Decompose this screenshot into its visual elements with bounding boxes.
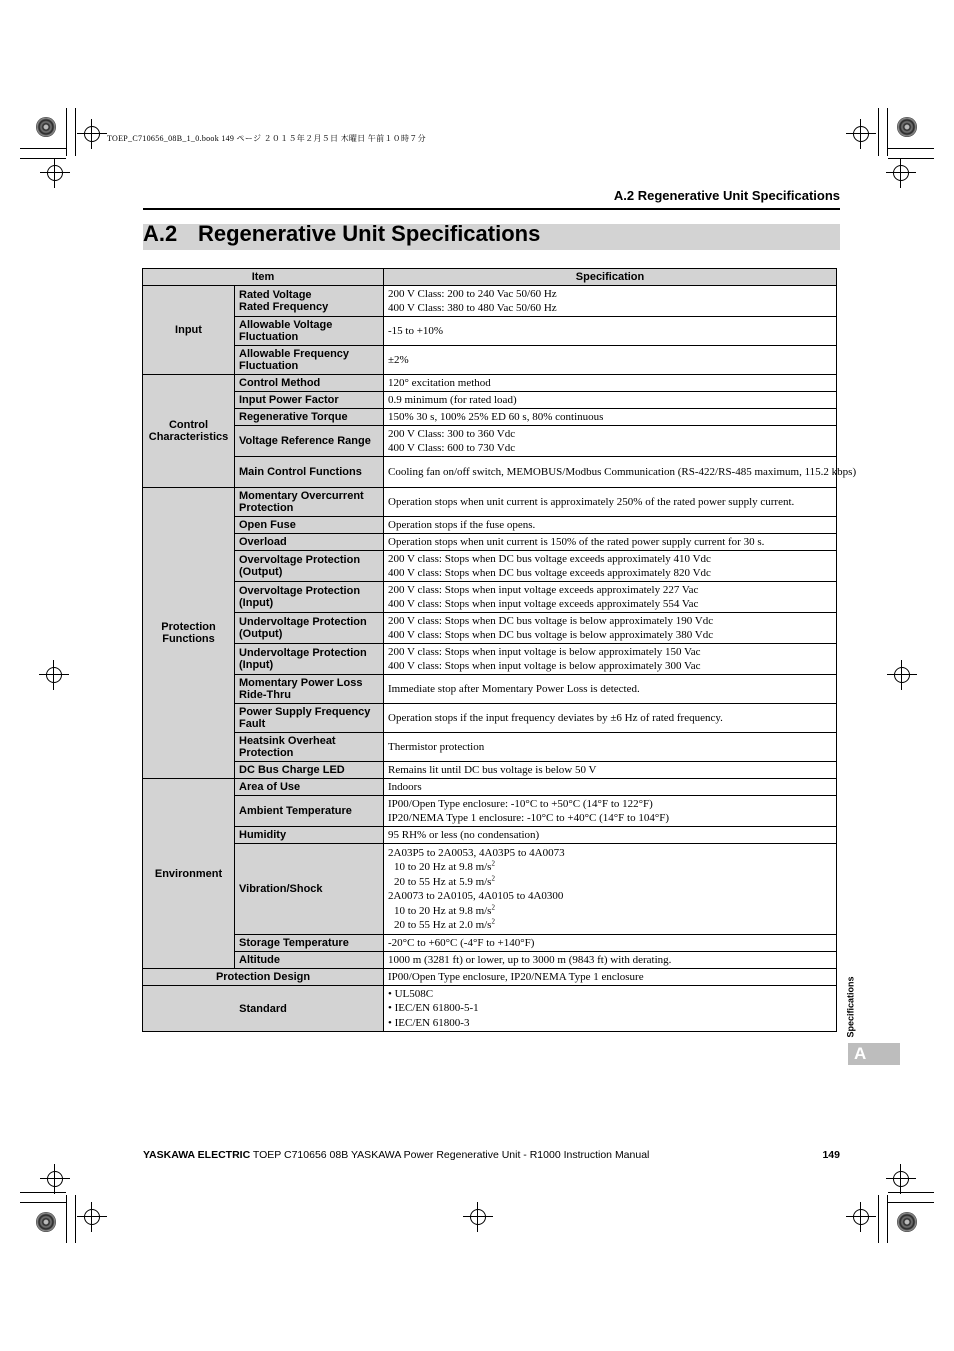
item-cell: Voltage Reference Range bbox=[235, 426, 384, 457]
table-row bbox=[143, 392, 837, 409]
item-cell: Humidity bbox=[235, 827, 384, 844]
item-cell: Storage Temperature bbox=[235, 935, 384, 952]
item-cell: Undervoltage Protection (Input) bbox=[235, 644, 384, 675]
value-line: • UL508C bbox=[388, 987, 434, 1000]
table-row bbox=[143, 733, 837, 762]
item-cell: Rated Voltage Rated Frequency bbox=[235, 286, 384, 317]
crop-mark bbox=[878, 1195, 879, 1243]
table-row bbox=[143, 457, 837, 488]
table-row bbox=[143, 796, 837, 827]
value-line: 400 V class: Stops when input voltage exceeds approximately 554 Vac bbox=[388, 598, 699, 610]
category-cell: Control Characteristics bbox=[143, 375, 235, 488]
value-line: Immediate stop after Momentary Power Loss is detected. bbox=[388, 682, 640, 695]
registration-crosshair bbox=[46, 667, 62, 683]
value-line: 200 V class: Stops when input voltage is below approximately 150 Vac bbox=[388, 645, 701, 658]
item-cell: Open Fuse bbox=[235, 517, 384, 534]
value-line: Operation stops when unit current is approximately 250% of the rated power supply current. bbox=[388, 495, 795, 508]
item-cell: Momentary Overcurrent Protection bbox=[235, 488, 384, 517]
table-row bbox=[143, 426, 837, 457]
category-cell: Protection Functions bbox=[143, 488, 235, 779]
value-line: 150% 30 s, 100% 25% ED 60 s, 80% continuous bbox=[388, 410, 604, 423]
crop-mark bbox=[888, 1202, 934, 1203]
crop-mark bbox=[66, 1195, 67, 1243]
crop-mark bbox=[75, 108, 76, 156]
category-cell: Standard bbox=[143, 986, 384, 1032]
superscript: 2 bbox=[491, 873, 495, 882]
table-row bbox=[143, 644, 837, 675]
table-row bbox=[143, 286, 837, 317]
item-cell: Undervoltage Protection (Output) bbox=[235, 613, 384, 644]
registration-crosshair bbox=[47, 1171, 63, 1187]
value-line: ±2% bbox=[388, 353, 409, 366]
table-row bbox=[143, 551, 837, 582]
value-line: 20 to 55 Hz at 5.9 m/s bbox=[394, 875, 492, 888]
table-row bbox=[143, 675, 837, 704]
superscript: 2 bbox=[491, 902, 495, 911]
value-cell bbox=[384, 551, 837, 582]
value-cell bbox=[384, 346, 837, 375]
header-item: Item bbox=[143, 269, 384, 286]
section-number: A.2 bbox=[143, 221, 178, 246]
category-cell: Input bbox=[143, 286, 235, 375]
item-cell: Momentary Power Loss Ride-Thru bbox=[235, 675, 384, 704]
footer-text: TOEP C710656 08B YASKAWA Power Regenerative Unit - R1000 Instruction Manual bbox=[250, 1149, 650, 1161]
table-row bbox=[143, 762, 837, 779]
table-row bbox=[143, 986, 837, 1032]
table-row bbox=[143, 346, 837, 375]
registration-crosshair bbox=[894, 667, 910, 683]
value-cell bbox=[384, 644, 837, 675]
registration-crosshair bbox=[853, 126, 869, 142]
value-cell bbox=[384, 675, 837, 704]
table-row bbox=[143, 488, 837, 517]
item-cell: DC Bus Charge LED bbox=[235, 762, 384, 779]
item-cell: Ambient Temperature bbox=[235, 796, 384, 827]
value-line: 400 V class: Stops when input voltage is below approximately 300 Vac bbox=[388, 660, 701, 672]
value-line: Indoors bbox=[388, 780, 422, 793]
value-cell bbox=[384, 935, 837, 952]
header-rule bbox=[143, 208, 840, 210]
value-cell bbox=[384, 986, 837, 1032]
superscript: 2 bbox=[491, 917, 495, 926]
value-line: 400 V Class: 380 to 480 Vac 50/60 Hz bbox=[388, 302, 557, 314]
value-line: • IEC/EN 61800-5-1 bbox=[388, 1002, 479, 1015]
value-line: 95 RH% or less (no condensation) bbox=[388, 828, 540, 841]
crop-mark bbox=[66, 108, 67, 156]
value-line: Cooling fan on/off switch, MEMOBUS/Modbus Communication (RS-422/RS-485 maximum, 115.2 kbps) bbox=[388, 465, 857, 478]
registration-crosshair bbox=[893, 165, 909, 181]
appendix-letter: A bbox=[854, 1044, 867, 1063]
table-row bbox=[143, 704, 837, 733]
value-cell bbox=[384, 762, 837, 779]
registration-crosshair bbox=[84, 1209, 100, 1225]
value-cell bbox=[384, 969, 837, 986]
item-cell: Overvoltage Protection (Input) bbox=[235, 582, 384, 613]
value-cell bbox=[384, 426, 837, 457]
value-cell bbox=[384, 779, 837, 796]
category-cell: Environment bbox=[143, 779, 235, 969]
value-line: Remains lit until DC bus voltage is below 50 V bbox=[388, 763, 597, 776]
crop-mark bbox=[75, 1195, 76, 1243]
registration-crosshair bbox=[470, 1209, 486, 1225]
item-cell: Altitude bbox=[235, 952, 384, 969]
value-cell bbox=[384, 375, 837, 392]
value-cell bbox=[384, 796, 837, 827]
registration-disc-bottom-right bbox=[897, 1212, 917, 1232]
value-cell bbox=[384, 582, 837, 613]
item-cell: Main Control Functions bbox=[235, 457, 384, 488]
item-cell: Input Power Factor bbox=[235, 392, 384, 409]
item-cell: Heatsink Overheat Protection bbox=[235, 733, 384, 762]
table-row bbox=[143, 952, 837, 969]
value-cell bbox=[384, 613, 837, 644]
item-cell: Regenerative Torque bbox=[235, 409, 384, 426]
value-cell bbox=[384, 704, 837, 733]
value-line: 10 to 20 Hz at 9.8 m/s bbox=[394, 861, 492, 873]
running-head: A.2 Regenerative Unit Specifications bbox=[613, 188, 840, 203]
table-row bbox=[143, 582, 837, 613]
file-info: TOEP_C710656_08B_1_0.book 149 ページ ２０１５年２月５日 木曜日 午前１０時７分 bbox=[107, 134, 426, 143]
value-line: • IEC/EN 61800-3 bbox=[388, 1016, 470, 1029]
item-cell: Control Method bbox=[235, 375, 384, 392]
item-cell: Area of Use bbox=[235, 779, 384, 796]
value-cell bbox=[384, 952, 837, 969]
table-row bbox=[143, 779, 837, 796]
item-cell: Allowable Frequency Fluctuation bbox=[235, 346, 384, 375]
side-tab-label: Specifications bbox=[845, 976, 856, 1038]
item-cell: Allowable Voltage Fluctuation bbox=[235, 317, 384, 346]
table-row bbox=[143, 844, 837, 935]
value-cell bbox=[384, 392, 837, 409]
value-line: 20 to 55 Hz at 2.0 m/s bbox=[394, 919, 492, 931]
table-row bbox=[143, 613, 837, 644]
footer bbox=[143, 1149, 649, 1161]
value-line: Thermistor protection bbox=[388, 740, 485, 753]
value-cell bbox=[384, 844, 837, 935]
crop-mark bbox=[888, 158, 934, 159]
value-cell bbox=[384, 517, 837, 534]
table-row bbox=[143, 375, 837, 392]
value-line: 10 to 20 Hz at 9.8 m/s bbox=[394, 904, 492, 917]
registration-disc-top-left bbox=[36, 117, 56, 137]
value-line: 1000 m (3281 ft) or lower, up to 3000 m (9843 ft) with derating. bbox=[388, 953, 672, 966]
value-cell bbox=[384, 733, 837, 762]
header-specification: Specification bbox=[384, 269, 837, 286]
value-line: 200 V class: Stops when DC bus voltage is below approximately 190 Vdc bbox=[388, 614, 714, 627]
value-line: 200 V class: Stops when DC bus voltage exceeds approximately 410 Vdc bbox=[388, 552, 711, 565]
registration-disc-bottom-left bbox=[36, 1212, 56, 1232]
value-line: -15 to +10% bbox=[388, 324, 444, 337]
value-cell bbox=[384, 534, 837, 551]
crop-mark bbox=[878, 108, 879, 156]
value-cell bbox=[384, 488, 837, 517]
value-line: -20°C to +60°C (-4°F to +140°F) bbox=[388, 936, 535, 949]
table-row bbox=[143, 534, 837, 551]
registration-crosshair bbox=[853, 1209, 869, 1225]
table-row bbox=[143, 409, 837, 426]
value-line: 200 V Class: 200 to 240 Vac 50/60 Hz bbox=[388, 287, 557, 300]
value-cell bbox=[384, 317, 837, 346]
appendix-tab bbox=[848, 1043, 900, 1065]
footer-brand: YASKAWA ELECTRIC bbox=[143, 1149, 251, 1161]
registration-crosshair bbox=[84, 126, 100, 142]
section-title: Regenerative Unit Specifications bbox=[198, 221, 541, 246]
crop-mark bbox=[20, 158, 66, 159]
value-line: 400 V Class: 600 to 730 Vdc bbox=[388, 442, 516, 454]
value-line: 0.9 minimum (for rated load) bbox=[388, 393, 517, 406]
value-line: 2A03P5 to 2A0053, 4A03P5 to 4A0073 bbox=[388, 846, 565, 859]
table-row bbox=[143, 969, 837, 986]
value-line: IP20/NEMA Type 1 enclosure: -10°C to +40°C (14°F to 104°F) bbox=[388, 812, 670, 824]
value-cell bbox=[384, 827, 837, 844]
registration-crosshair bbox=[893, 1171, 909, 1187]
value-line: 120° excitation method bbox=[388, 376, 491, 389]
item-cell: Vibration/Shock bbox=[235, 844, 384, 935]
table-header-row bbox=[143, 269, 837, 286]
crop-mark bbox=[888, 148, 934, 149]
value-line: 200 V Class: 300 to 360 Vdc bbox=[388, 427, 516, 440]
value-line: IP00/Open Type enclosure, IP20/NEMA Type 1 enclosure bbox=[388, 970, 644, 983]
crop-mark bbox=[20, 148, 66, 149]
table-row bbox=[143, 317, 837, 346]
crop-mark bbox=[20, 1202, 66, 1203]
crop-mark bbox=[888, 1192, 934, 1193]
table-row bbox=[143, 827, 837, 844]
value-cell bbox=[384, 286, 837, 317]
table-row bbox=[143, 935, 837, 952]
value-line: Operation stops if the input frequency deviates by ±6 Hz of rated frequency. bbox=[388, 711, 723, 724]
value-line: 400 V class: Stops when DC bus voltage exceeds approximately 820 Vdc bbox=[388, 567, 711, 579]
registration-disc-top-right bbox=[897, 117, 917, 137]
value-line: 400 V class: Stops when DC bus voltage is below approximately 380 Vdc bbox=[388, 629, 714, 641]
superscript: 2 bbox=[491, 859, 495, 868]
table-row bbox=[143, 517, 837, 534]
item-cell: Overvoltage Protection (Output) bbox=[235, 551, 384, 582]
category-cell: Protection Design bbox=[143, 969, 384, 986]
page-number: 149 bbox=[822, 1149, 840, 1161]
value-cell bbox=[384, 409, 837, 426]
value-line: Operation stops if the fuse opens. bbox=[388, 518, 536, 531]
item-cell: Overload bbox=[235, 534, 384, 551]
crop-mark bbox=[20, 1192, 66, 1193]
item-cell: Power Supply Frequency Fault bbox=[235, 704, 384, 733]
value-cell bbox=[384, 457, 857, 488]
value-line: 2A0073 to 2A0105, 4A0105 to 4A0300 bbox=[388, 890, 564, 902]
value-line: 200 V class: Stops when input voltage exceeds approximately 227 Vac bbox=[388, 583, 699, 596]
registration-crosshair bbox=[47, 165, 63, 181]
value-line: Operation stops when unit current is 150% of the rated power supply current for 30 s. bbox=[388, 535, 765, 548]
value-line: IP00/Open Type enclosure: -10°C to +50°C (14°F to 122°F) bbox=[388, 797, 653, 810]
